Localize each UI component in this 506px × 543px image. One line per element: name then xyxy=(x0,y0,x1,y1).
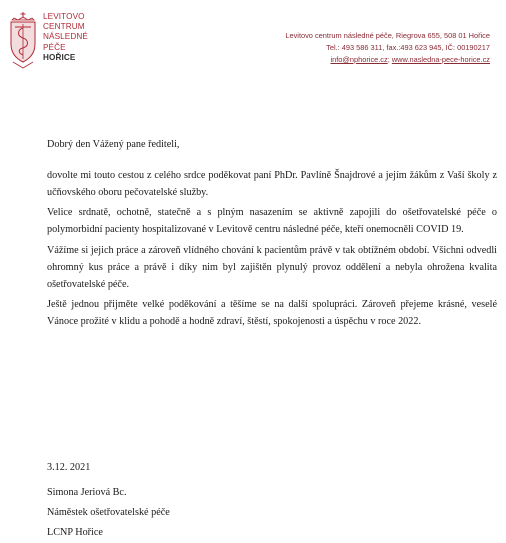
signer-title: Náměstek ošetřovatelské péče xyxy=(47,507,170,518)
address: Levitovo centrum následné péče, Riegrova 655, 508 01 Hořice xyxy=(285,31,490,40)
brand-town: HOŘICE xyxy=(43,52,76,62)
brand-name xyxy=(43,12,123,63)
brand-line: NÁSLEDNÉ xyxy=(43,32,88,42)
letter-date: 3.12. 2021 xyxy=(47,462,91,473)
phone-fax: Tel.: 493 586 311, fax.:493 623 945, IČ: 00190217 xyxy=(326,43,490,52)
contact-links: info@nphorice.cz; www.nasledna-pece-horice.cz xyxy=(330,55,490,64)
heraldic-shield-icon xyxy=(6,10,40,70)
letter-body xyxy=(47,136,497,333)
signature-block xyxy=(47,483,170,543)
email-link[interactable]: info@nphorice.cz xyxy=(330,55,388,64)
brand-line: PÉČE xyxy=(43,42,66,52)
signer-name: Simona Jeriová Bc. xyxy=(47,487,127,498)
signer-org: LCNP Hořice xyxy=(47,527,103,538)
web-link[interactable]: www.nasledna-pece-horice.cz xyxy=(391,55,490,64)
paragraph-appreciation: Vážíme si jejich práce a zároveň vlídného chování k pacientům právě v tak obtížném období. Všichni odvedli ohromný kus práce a právě i díky nim byl zajištěn plynulý provoz oddělení a nebyla ohrožena kvalita ošetřovatelské péče. xyxy=(47,245,497,290)
brand-line: LEVITOVO xyxy=(43,12,85,21)
contact-block xyxy=(190,30,490,66)
greeting: Dobrý den Vážený pane řediteli, xyxy=(47,139,180,150)
brand-line: CENTRUM xyxy=(43,22,85,32)
paragraph-courage: Velice srdnatě, ochotně, statečně a s plným nasazením se aktivně zapojili do ošetřovatelské péče o polymorbidní pacienty hospitalizované v Levitově centru následné péče, kteří onemocněli COVID 19. xyxy=(47,207,497,235)
paragraph-wishes: Ještě jednou přijměte velké poděkování a těšíme se na další spolupráci. Zároveň přejeme krásné, veselé Vánoce prožité v klidu a pohodě a hodně zdraví, štěstí, spokojenosti a úspěchu v roce 2022. xyxy=(47,299,497,327)
paragraph-thanks: dovolte mi touto cestou z celého srdce poděkovat paní PhDr. Pavlíně Šnajdrové a jejím žákům z Vaší školy z učňovského oboru pečovatelské služby. xyxy=(47,170,497,198)
